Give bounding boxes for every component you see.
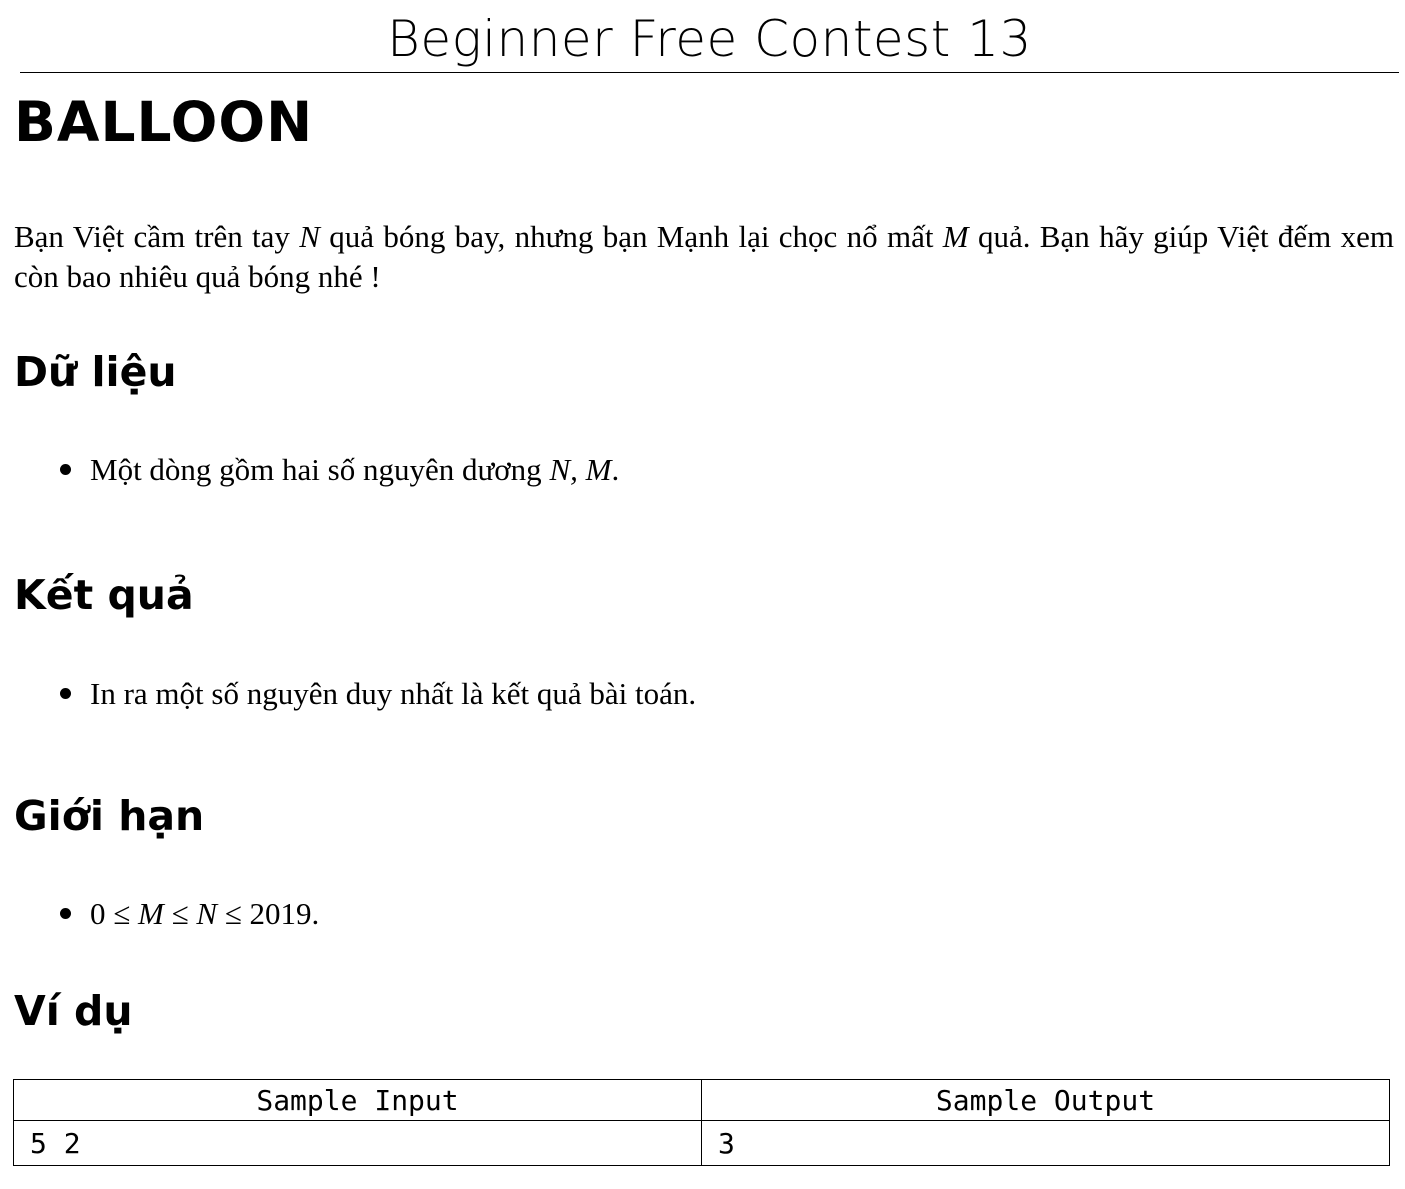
statement-text: quả bóng bay, nhưng bạn Mạnh lại chọc nổ mất xyxy=(319,219,943,254)
variables-n-m: N, M xyxy=(549,452,612,487)
variable-m: M xyxy=(942,219,969,254)
section-heading-limits: Giới hạn xyxy=(14,792,205,840)
problem-statement xyxy=(14,217,1394,297)
bullet-text: ≤ xyxy=(163,896,197,931)
section-heading-example: Ví dụ xyxy=(14,987,133,1035)
bullet-icon xyxy=(60,688,71,699)
sample-input-cell: 5 2 xyxy=(14,1121,702,1166)
limits-bullet-item xyxy=(60,894,319,934)
bullet-text: ≤ 2019. xyxy=(217,896,320,931)
sample-output-cell: 3 xyxy=(702,1121,1390,1166)
section-heading-output: Kết quả xyxy=(14,571,194,619)
statement-text: Bạn Việt cầm trên tay xyxy=(14,219,300,254)
table-header-row xyxy=(14,1080,1390,1121)
column-header-sample-output: Sample Output xyxy=(702,1080,1390,1121)
output-bullet-item xyxy=(60,674,696,714)
variable-n: N xyxy=(299,219,320,254)
bullet-text: . xyxy=(611,452,620,487)
problem-title: BALLOON xyxy=(14,90,314,154)
bullet-text: 0 ≤ xyxy=(90,896,139,931)
bullet-text: Một dòng gồm hai số nguyên dương xyxy=(90,452,550,487)
column-header-sample-input: Sample Input xyxy=(14,1080,702,1121)
variable-m: M xyxy=(138,896,164,931)
bullet-icon xyxy=(60,908,71,919)
statement-text: quả. Bạn hãy giúp Việt đếm xem còn bao nhiêu quả bóng nhé ! xyxy=(14,219,1394,294)
variable-n: N xyxy=(196,896,218,931)
bullet-text: In ra một số nguyên duy nhất là kết quả bài toán. xyxy=(90,676,697,711)
input-bullet-item xyxy=(60,450,619,490)
contest-title: Beginner Free Contest 13 xyxy=(20,6,1399,73)
bullet-icon xyxy=(60,464,71,475)
table-row xyxy=(14,1121,1390,1166)
sample-table xyxy=(13,1079,1390,1166)
section-heading-input: Dữ liệu xyxy=(14,348,177,396)
